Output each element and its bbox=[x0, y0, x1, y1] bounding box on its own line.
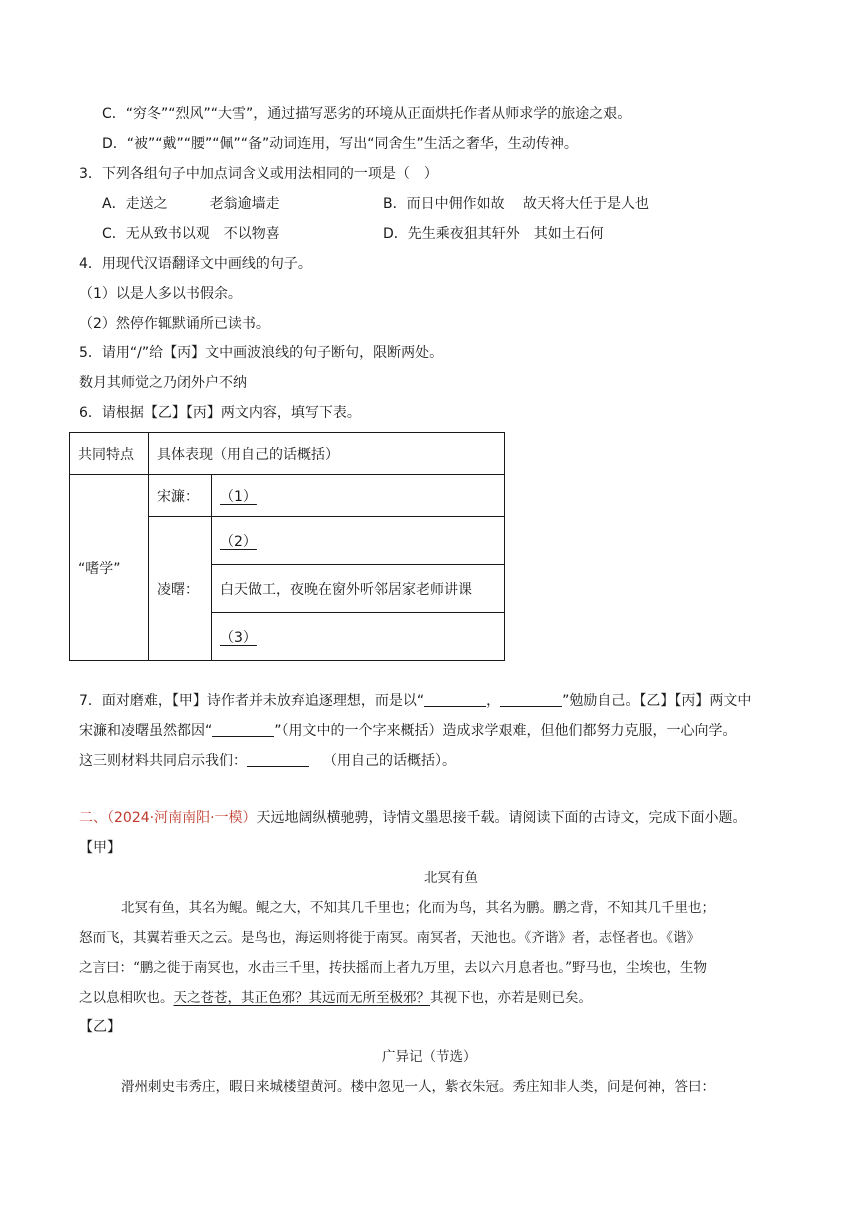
answer-slot-2[interactable]: （2） bbox=[212, 517, 505, 565]
question-2-option-c: C．“穷冬”“烈风”“大雪”，通过描写恶劣的环境从正面烘托作者从师求学的旅途之艰。 bbox=[102, 106, 632, 122]
person-ling-shu: 凌曙： bbox=[149, 517, 212, 661]
header-common-feature: 共同特点 bbox=[70, 433, 149, 475]
question-2-option-d: D．“被”“戴”“腰”“佩”“备”动词连用，写出“同舍生”生活之奢华，生动传神。 bbox=[102, 136, 578, 152]
question-4-sentence-2: （2）然停作辄默诵所已读书。 bbox=[79, 316, 270, 332]
answer-slot-1[interactable]: （1） bbox=[212, 475, 505, 517]
source-tag: （2024·河南南阳·一模） bbox=[107, 810, 257, 826]
question-3-option-d: D．先生乘夜狙其轩外 其如土石何 bbox=[383, 226, 604, 242]
answer-slot-3[interactable]: （3） bbox=[212, 613, 505, 661]
question-7-line-2: 宋濂和凌曙虽然都因“ ”（用文中的一个字来概括）造成求学艰难，但他们都努力克服，一心向学。 bbox=[79, 723, 737, 739]
passage-jia-line-3: 之言曰：“鹏之徙于南冥也，水击三千里，抟扶摇而上者九万里，去以六月息者也。”野马也，尘埃也，生物 bbox=[79, 960, 708, 976]
feature-cell: “嗜学” bbox=[70, 475, 149, 661]
header-specific-detail: 具体表现（用自己的话概括） bbox=[149, 433, 505, 475]
question-4-stem: 4．用现代汉语翻译文中画线的句子。 bbox=[79, 256, 312, 272]
blank-3[interactable] bbox=[212, 722, 274, 737]
blank-2[interactable] bbox=[500, 692, 562, 707]
passage-jia-line-4: 之以息相吹也。天之苍苍，其正色邪？其远而无所至极邪？其视下也，亦若是则已矣。 bbox=[79, 990, 592, 1006]
question-7-line-3: 这三则材料共同启示我们： （用自己的话概括）。 bbox=[79, 753, 456, 769]
passage-yi-line-1: 滑州刺史韦秀庄，暇日来城楼望黄河。楼中忽见一人，紫衣朱冠。秀庄知非人类，问是何神，答曰： bbox=[121, 1079, 715, 1095]
question-3-stem: 3．下列各组句子中加点词含义或用法相同的一项是（ ） bbox=[79, 166, 438, 182]
question-6-stem: 6．请根据【乙】【丙】两文内容，填写下表。 bbox=[79, 405, 361, 421]
question-5-sentence: 数月其师觉之乃闭外户不纳 bbox=[79, 375, 247, 391]
ling-shu-detail: 白天做工，夜晚在窗外听邻居家老师讲课 bbox=[212, 565, 505, 613]
question-7-line-1: 7．面对磨难，【甲】诗作者并未放弃追逐理想，而是以“ ， ”勉励自己。【乙】【丙】两文中 bbox=[79, 693, 752, 709]
question-5-stem: 5．请用“/”给【丙】文中画波浪线的句子断句，限断两处。 bbox=[79, 345, 444, 361]
blank-4[interactable] bbox=[247, 752, 309, 767]
passage-jia-line-2: 怒而飞，其翼若垂天之云。是鸟也，海运则将徙于南冥。南冥者，天池也。《齐谐》者，志怪者也。《谐》 bbox=[79, 930, 700, 946]
underlined-sentence: 天之苍苍，其正色邪？其远而无所至极邪？ bbox=[173, 990, 430, 1006]
question-3-option-c: C．无从致书以观 不以物喜 bbox=[102, 226, 280, 242]
section-2-intro: 二、（2024·河南南阳·一模）天远地阔纵横驰骋，诗情文墨思接千载。请阅读下面的古诗文，完成下面小题。 bbox=[79, 810, 747, 826]
passage-jia-title: 北冥有鱼 bbox=[424, 870, 478, 886]
person-song-lian: 宋濂： bbox=[149, 475, 212, 517]
question-3-option-a: A．走送之 老翁逾墙走 bbox=[102, 196, 280, 212]
passage-jia-line-1: 北冥有鱼，其名为鲲。鲲之大，不知其几千里也；化而为鸟，其名为鹏。鹏之背，不知其几千里也； bbox=[121, 900, 715, 916]
question-3-option-b: B．而日中佣作如故 故天将大任于是人也 bbox=[383, 196, 650, 212]
passage-yi-title: 广异记（节选） bbox=[382, 1049, 477, 1065]
blank-1[interactable] bbox=[424, 692, 486, 707]
passage-yi-label: 【乙】 bbox=[79, 1019, 121, 1035]
passage-jia-label: 【甲】 bbox=[79, 840, 121, 856]
question-4-sentence-1: （1）以是人多以书假余。 bbox=[79, 286, 242, 302]
question-6-table bbox=[69, 432, 505, 661]
